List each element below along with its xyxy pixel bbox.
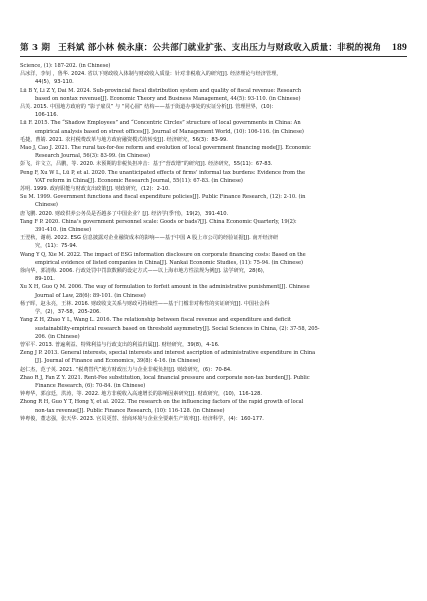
reference-entry [20,390,407,398]
reference-entry [20,103,407,119]
reference-entry [20,136,407,144]
reference-entry [20,267,407,283]
issue-number: 第 3 期 [20,43,51,53]
reference-line: 究，(11)：75-94. [35,243,78,250]
reference-line: Zhong R H, Guo Y T, Hong Y, et al. 2022. The research on the influencing factors of the rapid growth of local [20,399,304,406]
reference-entry [20,341,407,349]
reference-line: Research Journal, 56(3): 83-99. (in Chinese) [35,153,150,160]
reference-line: 44(5)，93-110. [35,79,74,86]
reference-line: Chinese) [35,202,58,209]
reference-entry [20,62,407,70]
reference-line: VAT reform in China[J]. Economic Research Journal, 55(11): 67-83. (in Chinese) [35,177,243,184]
reference-line: 钟粤华，郭彦廷，洪涛，等. 2022. 地方非税收入高速增长的影响因素研究[J]. 财政研究，(10)，116-128. [20,391,262,398]
reference-entry [20,251,407,267]
reference-line: 唐飞鹏. 2020. 财政供养公务员是否越多了中国企业？[J]. 经济学(季刊)，19(2)，391-410. [20,210,229,217]
reference-line: 106-116. [35,112,59,119]
reference-line: 钟粤俊，董志强，张天华. 2023. 官员更替、营商环境与企业全要素生产效率[J]. 经济科学，(4)：160-177. [20,415,264,422]
reference-line: Peng F, Xu W L, Lü P, et al. 2020. The unanticipated effects of firms’ informal tax burdens: Evidence from the [20,169,306,176]
reference-entry [20,218,407,234]
reference-line: Wang Y Q, Xie M. 2022. The impact of ESG information disclosure on corporate financing costs: Based on the [20,251,306,258]
reference-entry [20,316,407,341]
reference-line: Zhao R J, Fan Z Y. 2021. Rent-Fee substitution, local financial pressure and corporate non-tax burden[J]. Public [20,374,310,381]
reference-entry [20,193,407,209]
reference-entry [20,398,407,414]
reference-entry [20,415,407,423]
reference-line: 吕芙. 2015. 中国地方政府的 “影子雇员” 与 “同心圆” 结构——基于街道办事处的实证分析[J]. 管理世界，(10)： [20,104,277,111]
reference-line: 吕冰洋，李钊 ，鲁华. 2024. 省以下财政收入体制与财政收入质量：针对非税收入的研究[J]. 经济理论与经济管理， [20,71,282,78]
reference-line: 王翌秋，谢萌. 2022. ESG 信息披露对企业融资成本的影响——基于中国 A 股上市公司的经验证据[J]. 南开经济研 [20,235,279,242]
reference-line: Zeng J P. 2013. General interests, special interests and interest ascription of administrative expenditure in China [20,350,316,357]
reference-line: sustainability-empirical research based on threshold asymmetry[J]. Social Sciences in China, (2): 37-58, 205- [35,325,320,332]
reference-entry [20,70,407,86]
reference-line: 曾军平. 2013. 普遍利益、特殊利益与行政支出的利益归属[J]. 财经研究，39(8)，4-16. [20,341,220,348]
running-title: 王科斌 部小林 候永康：公共部门就业扩张、支出压力与财政收入质量：非税的视角 [58,43,382,53]
reference-line: Su M. 1999. Government functions and fiscal expenditure policies[J]. Public Finance Research, (12): 2-10. (in [20,194,306,201]
reference-line: Tang F P. 2020. China’s government personnel scale: Goods or bads?[J]. China Economic Quarterly, 19(2): [20,218,297,225]
reference-entry [20,169,407,185]
reference-entry [20,210,407,218]
reference-entry [20,300,407,316]
reference-entry [20,119,407,135]
reference-line: based on nontax revenue[J]. Economic Theory and Business Management, 44(5): 93-110. (in Chinese) [35,95,301,102]
reference-line: 学，(2)，37-58，205-206. [35,309,101,316]
reference-line: Lü F. 2015. The “Shadow Employees” and “Concentric Circles” structure of local governments in China: An [20,120,301,127]
reference-line: 赵仁杰，范子英. 2021. “税费替代”地方财政压力与企业非税负担[J]. 财政研究，(6)：70-84. [20,366,232,373]
reference-entry [20,349,407,365]
reference-line: 徐向华，郭清梅. 2006. 行政处罚中罚款数额的设定方式——以上海市地方性法规为例[J]. 法学研究，28(6)， [20,268,268,275]
reference-line: Finance Research, (6): 70-84. (in Chinese) [35,382,146,389]
reference-list [20,62,407,423]
reference-entry [20,374,407,390]
reference-line: Lü B Y, Li Z Y, Dai M. 2024. Sub-provincial fiscal distribution system and quality of fiscal revenue: Research [20,87,302,94]
reference-line: 杨子晖，赵永亮，王林. 2016. 财政收支关系与财政可持续性——基于门槛非对称性的实证研究[J]. 中国社会科 [20,300,270,307]
page-number: 189 [392,41,407,53]
reference-line: 89-101. [35,276,55,283]
reference-line: Yang Z H, Zhao Y L, Wang L. 2016. The relationship between fiscal revenue and expenditure and deficit [20,317,291,324]
running-header [20,38,407,57]
reference-line: non-tax revenue[J]. Public Finance Research, (10): 116-128. (in Chinese) [35,407,225,414]
reference-line: Mao J, Cao J. 2021. The rural tax-for-fee reform and evolution of local government financing mode[J]. Economic [20,145,311,152]
reference-line: 毛捷，曹婧. 2021. 农村税费改革与地方政府融资模式的转变[J]. 经济研究，56(3)：83-99. [20,136,228,143]
reference-line: empirical analysis based on street offices[J]. Journal of Management World, (10): 106-116. (in Chinese) [35,128,304,135]
reference-line: 206. (in Chinese) [35,333,80,340]
reference-entry [20,144,407,160]
reference-entry [20,234,407,250]
reference-line: 391-410. (in Chinese) [35,227,92,234]
reference-entry [20,283,407,299]
reference-entry [20,87,407,103]
reference-line: [J]. Journal of Finance and Economics, 39(8): 4-16. (in Chinese) [35,358,201,365]
reference-entry [20,160,407,168]
reference-entry [20,185,407,193]
reference-line: empirical evidence of listed companies in China[J]. Nankai Economic Studies, (11): 75-94. (in Chinese) [35,259,304,266]
reference-line: 彭飞，许文立，吕鹏，等. 2020. 未预期的非税负担冲击：基于“营改增”的研究[J]. 经济研究，55(11)：67-83. [20,161,273,168]
reference-entry [20,366,407,374]
reference-line: Science, (1): 187-202. (in Chinese) [20,63,111,69]
reference-line: Xu X H, Guo Q M. 2006. The way of formulation to forfeit amount in the administrative punishment[J]. Chinese [20,284,310,291]
reference-line: Journal of Law, 28(6): 89-101. (in Chinese) [35,292,146,299]
reference-line: 苏明. 1999. 政府职能与财政支出政策[J]. 财政研究，(12)：2-10. [20,186,170,193]
